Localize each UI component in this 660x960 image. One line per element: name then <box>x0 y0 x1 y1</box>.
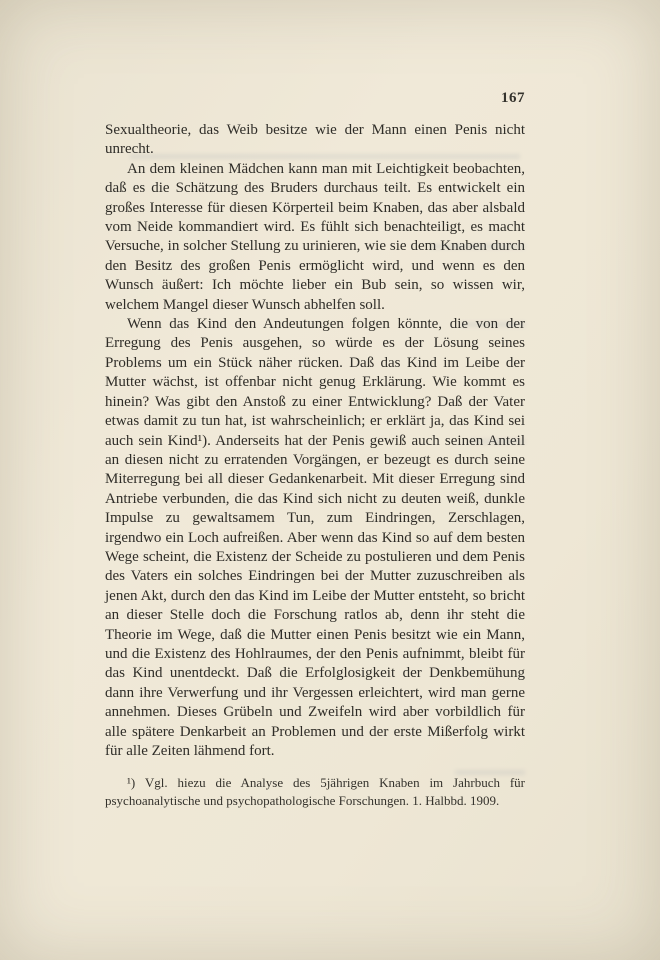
footnote: ¹) Vgl. hiezu die Analyse des 5jährigen Knaben im Jahrbuch für psychoanalytische und psychopathologische Forschungen. 1. Halbbd. 1909. <box>105 775 525 808</box>
paragraph-continuation: Sexualtheorie, das Weib besitze wie der Mann einen Penis nicht unrecht. <box>105 122 525 158</box>
page-text <box>105 121 525 809</box>
paragraph: An dem kleinen Mädchen kann man mit Leichtigkeit beobachten, daß es die Schätzung des Bruders durchaus teilt. Es entwickelt ein großes Interesse für diesen Körperteil beim Knaben, das aber alsbald vom Neide kommandiert wird. Es fühlt sich benachteiligt, es macht Versuche, in solcher Stellung zu urinieren, wie sie dem Knaben durch den Besitz des großen Penis ermöglicht wird, und wenn es den Wunsch äußert: Ich möchte lieber ein Bub sein, so wissen wir, welchem Mangel dieser Wunsch abhelfen soll. <box>105 160 525 313</box>
paragraph: Wenn das Kind den Andeutungen folgen könnte, die von der Erregung des Penis ausgehen, so würde es der Lösung seines Problems um ein Stück näher rücken. Daß das Kind im Leibe der Mutter wächst, ist offenbar nicht genug Erklärung. Wie kommt es hinein? Was gibt den Anstoß zu einer Entwicklung? Daß der Vater etwas damit zu tun hat, ist wahrscheinlich; er erklärt ja, das Kind sei auch sein Kind¹). Anderseits hat der Penis gewiß auch seinen Anteil an diesen nicht zu erratenden Vorgängen, er bezeugt es durch seine Miterregung bei all dieser Gedankenarbeit. Mit dieser Erregung sind Antriebe verbunden, die das Kind sich nicht zu deuten weiß, dunkle Impulse zu gewaltsamem Tun, zum Eindringen, Zerschlagen, irgendwo ein Loch aufreißen. Aber wenn das Kind so auf dem besten Wege scheint, die Existenz der Scheide zu postulieren und dem Penis des Vaters ein solches Eindringen bei der Mutter zuzuschreiben als jenen Akt, durch den das Kind im Leibe der Mutter entsteht, so bricht an dieser Stelle doch die Forschung ratlos ab, denn ihr steht die Theorie im Wege, daß die Mutter einen Penis besitzt wie ein Mann, und die Existenz des Hohlraumes, der den Penis aufnimmt, bleibt für das Kind unentdeckt. Daß die Erfolglosigkeit der Denkbemühung dann ihre Verwerfung und ihr Vergessen erleichtert, wird man gerne annehmen. Dieses Grübeln und Zweifeln wird aber vorbildlich für alle spätere Denkarbeit an Problemen und der erste Mißerfolg wirkt für alle Zeiten lähmend fort. <box>105 316 525 759</box>
page-number: 167 <box>501 90 525 106</box>
